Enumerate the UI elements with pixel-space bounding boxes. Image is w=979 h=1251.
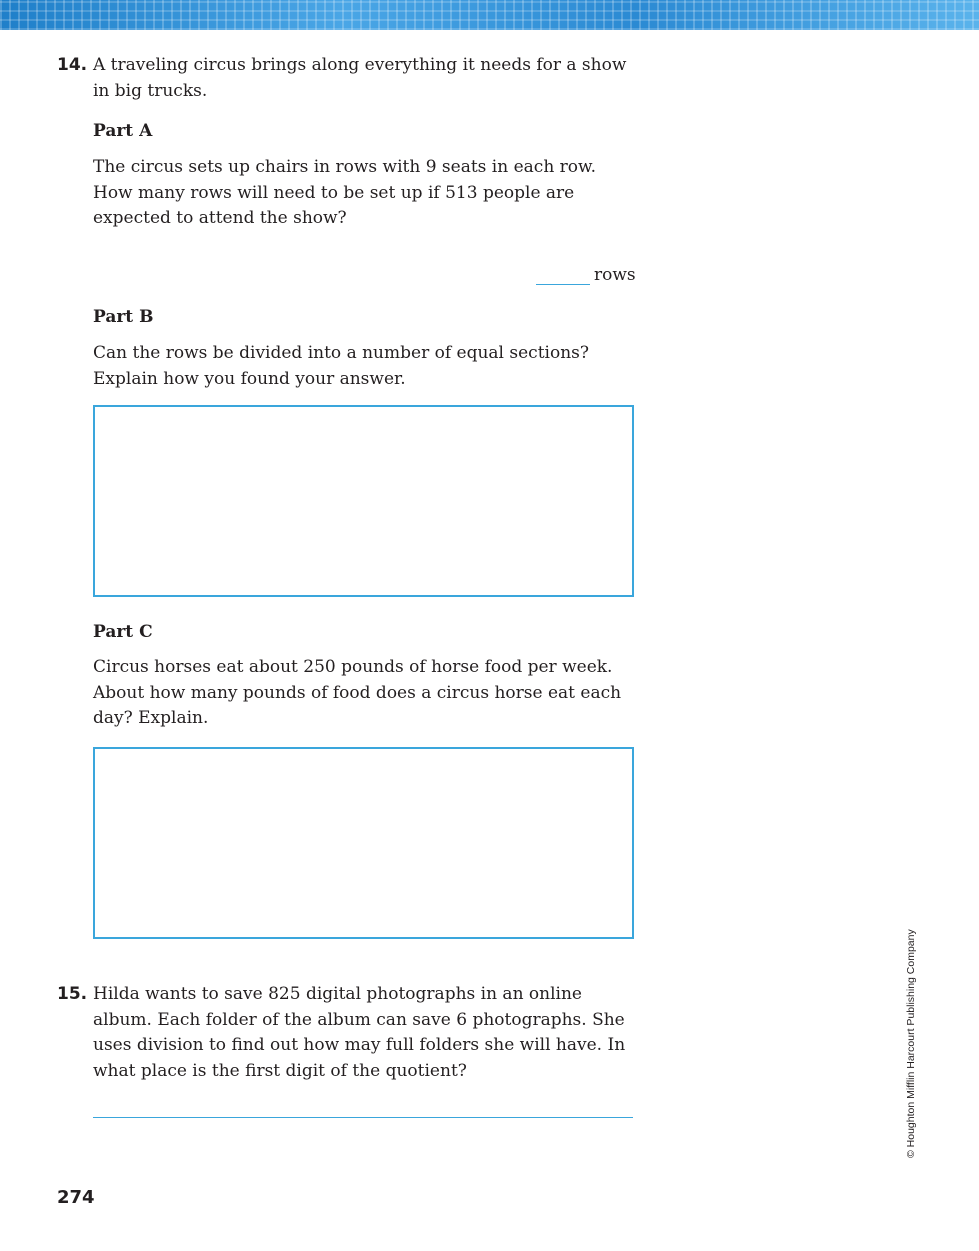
copyright-notice: © Houghton Mifflin Harcourt Publishing Company [905,929,917,1158]
question-15-number: 15. [57,984,88,1004]
part-a-answer-unit: rows [594,265,636,285]
part-b-label: Part B [93,307,154,327]
page-number: 274 [57,1187,95,1208]
part-b-answer-box[interactable] [93,405,634,597]
question-15-text: Hilda wants to save 825 digital photographs in an online album. Each folder of the album can save 6 photographs. She uses division to find out how may full folders she will have. In what place is the first digit of the quotient? [93,984,626,1081]
question-14-intro: A traveling circus brings along everything it needs for a show in big trucks. [93,55,627,101]
question-15-answer-line[interactable] [93,1117,633,1118]
part-b-text: Can the rows be divided into a number of equal sections? Explain how you found your answer. [93,343,589,389]
header-banner [0,0,979,30]
part-a-answer-blank[interactable] [536,284,590,285]
part-c-answer-box[interactable] [93,747,634,939]
part-c-text: Circus horses eat about 250 pounds of horse food per week. About how many pounds of food does a circus horse eat each day? Explain. [93,657,622,728]
part-c-label: Part C [93,622,153,642]
part-a-label: Part A [93,121,153,141]
question-14-number: 14. [57,55,88,75]
part-a-text: The circus sets up chairs in rows with 9 seats in each row. How many rows will need to be set up if 513 people are expected to attend the show? [93,157,596,228]
